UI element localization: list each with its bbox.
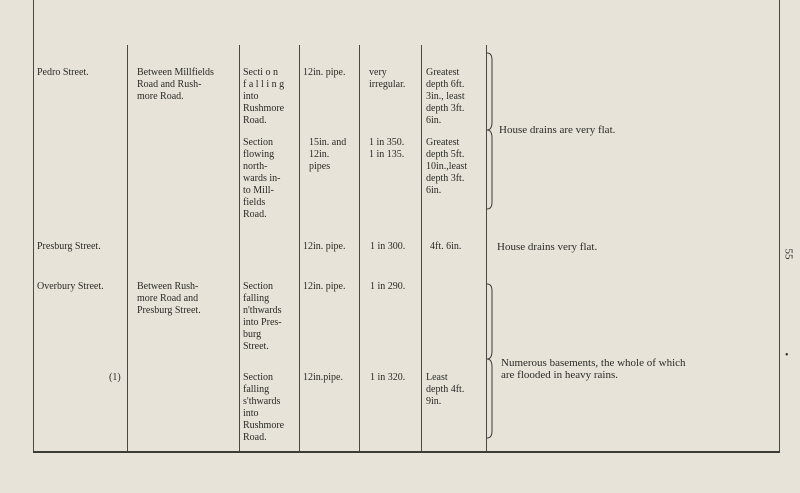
column-rule — [127, 45, 128, 452]
page-number: 55 — [782, 248, 795, 260]
fall-gradient: 1 in 320. — [370, 372, 406, 383]
pipe-size: 12in. pipe. — [303, 241, 346, 252]
brace-pedro — [484, 52, 496, 212]
pipe-size: 12in. pipe. — [303, 281, 346, 292]
street-name: Pedro Street. — [37, 67, 89, 78]
depth-text: Greatest depth 5ft. 10in.,least depth 3ft. 6in. — [426, 137, 468, 196]
column-rule — [33, 0, 34, 452]
fall-gradient: very irregular. — [369, 67, 406, 90]
remark-text: Numerous basements, the whole of which are flooded in heavy rains. — [501, 357, 686, 381]
depth-text: Greatest depth 6ft. 3in., least depth 3ft. 6in. — [426, 67, 465, 126]
fall-gradient: 1 in 350. 1 in 135. — [369, 137, 405, 160]
column-rule — [299, 45, 300, 452]
pipe-size: 12in.pipe. — [303, 372, 343, 383]
street-name: (1) — [109, 372, 121, 383]
section-text: Section falling s'thwards into Rushmore Road. — [243, 372, 285, 443]
location-text: Between Rush- more Road and Presburg Street. — [137, 281, 201, 316]
section-text: Secti o n f a l l i n g into Rushmore Road. — [243, 67, 285, 126]
column-rule — [239, 45, 240, 452]
bottom-rule — [33, 451, 780, 453]
column-rule — [359, 45, 360, 452]
street-name: Overbury Street. — [37, 281, 104, 292]
depth-text: 4ft. 6in. — [430, 241, 462, 252]
location-text: Between Millfields Road and Rush- more Road. — [137, 67, 214, 102]
depth-text: Least depth 4ft. 9in. — [426, 372, 465, 407]
fall-gradient: 1 in 300. — [370, 241, 406, 252]
column-rule — [421, 45, 422, 452]
remark-text: House drains are very flat. — [499, 124, 616, 136]
ink-mark: • — [785, 350, 789, 361]
pipe-size: 12in. pipe. — [303, 67, 346, 78]
brace-overbury — [484, 283, 496, 443]
remark-text: House drains very flat. — [497, 241, 598, 253]
section-text: Section falling n'thwards into Pres- burg Street. — [243, 281, 282, 352]
pipe-size: 15in. and 12in. pipes — [309, 137, 347, 172]
section-text: Section flowing north- wards in- to Mill- fields Road. — [243, 137, 281, 220]
column-rule — [779, 0, 780, 452]
fall-gradient: 1 in 290. — [370, 281, 406, 292]
street-name: Presburg Street. — [37, 241, 101, 252]
